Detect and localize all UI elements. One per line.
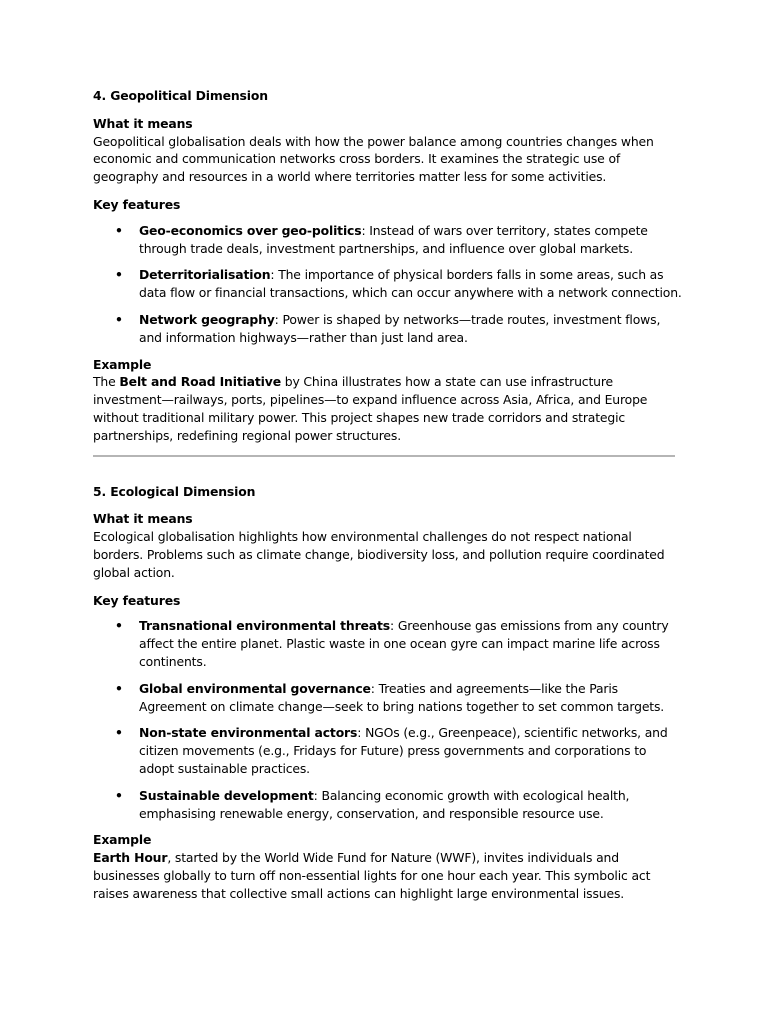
example-rest: by China illustrates how a state can use infrastructure investment—railways, ports, pipelines—to expand influence across Asia, Africa, and Europe without traditional military power. This project shapes new trade corridors and strategic partnerships, redefining regional power structures. xyxy=(93,374,648,443)
key-features-heading: Key features xyxy=(93,196,181,212)
example-heading: Example xyxy=(93,832,152,848)
section-title: 5. Ecological Dimension xyxy=(93,483,256,499)
bullet-icon: • xyxy=(115,618,123,634)
section-geopolitical xyxy=(93,87,683,445)
example-text xyxy=(93,373,683,444)
what-it-means-heading: What it means xyxy=(93,511,193,527)
feature-term: Non-state environmental actors xyxy=(139,725,358,741)
section-title: 4. Geopolitical Dimension xyxy=(93,88,268,103)
example-rest: , started by the World Wide Fund for Nature (WWF), invites individuals and businesses globally to turn off non-essential lights for one hour each year. This symbolic act raises awareness that collective small actions can highlight large environmental issues. xyxy=(93,850,651,901)
list-item xyxy=(93,311,683,347)
feature-text: : The importance of physical borders falls in some areas, such as data flow or financial transactions, which can occur anywhere with a network connection. xyxy=(139,267,682,301)
feature-text: : NGOs (e.g., Greenpeace), scientific networks, and citizen movements (e.g., Fridays for Future) press governments and corporations to adopt sustainable practices. xyxy=(139,725,668,776)
example-text xyxy=(93,849,683,902)
feature-text: : Greenhouse gas emissions from any country affect the entire planet. Plastic waste in one ocean gyre can impact marine life across continents. xyxy=(139,618,669,669)
bullet-icon: • xyxy=(115,680,123,696)
example-bold: Earth Hour xyxy=(93,850,168,866)
document-page xyxy=(93,87,683,902)
key-features-list xyxy=(93,222,683,347)
example-bold: Belt and Road Initiative xyxy=(119,374,281,390)
list-item xyxy=(93,724,683,777)
feature-term: Deterritorialisation xyxy=(139,267,271,283)
bullet-icon: • xyxy=(115,311,123,327)
bullet-icon: • xyxy=(115,222,123,238)
what-it-means-text: Geopolitical globalisation deals with how the power balance among countries changes when economic and communication networks cross borders. It examines the strategic use of geography and resources in a world where territories matter less for some activities. xyxy=(93,133,654,185)
list-item xyxy=(93,266,683,302)
feature-term: Geo-economics over geo-politics xyxy=(139,222,362,238)
feature-term: Sustainable development xyxy=(139,787,314,803)
example-heading: Example xyxy=(93,356,152,372)
feature-text: : Treaties and agreements—like the Paris Agreement on climate change—seek to bring nations together to set common targets. xyxy=(139,680,665,714)
list-item xyxy=(93,680,683,716)
key-features-heading: Key features xyxy=(93,592,181,608)
bullet-icon: • xyxy=(115,787,123,803)
list-item xyxy=(93,787,683,823)
example-pre: The xyxy=(93,374,120,390)
what-it-means-text: Ecological globalisation highlights how environmental challenges do not respect national borders. Problems such as climate change, biodiversity loss, and pollution require coordinated global action. xyxy=(93,529,665,580)
what-it-means-heading: What it means xyxy=(93,115,193,131)
list-item xyxy=(93,617,683,670)
section-ecological xyxy=(93,483,683,903)
feature-term: Network geography xyxy=(139,311,275,327)
feature-term: Transnational environmental threats xyxy=(139,618,391,634)
bullet-icon: • xyxy=(115,725,123,741)
feature-text: : Power is shaped by networks—trade routes, investment flows, and information highways—rather than just land area. xyxy=(139,311,661,345)
bullet-icon: • xyxy=(115,267,123,283)
feature-text: : Instead of wars over territory, states compete through trade deals, investment partnerships, and influence over global markets. xyxy=(139,222,648,256)
feature-text: : Balancing economic growth with ecological health, emphasising renewable energy, conservation, and responsible resource use. xyxy=(139,787,630,821)
section-divider xyxy=(93,455,675,457)
list-item xyxy=(93,222,683,258)
key-features-list xyxy=(93,617,683,822)
feature-term: Global environmental governance xyxy=(139,680,371,696)
